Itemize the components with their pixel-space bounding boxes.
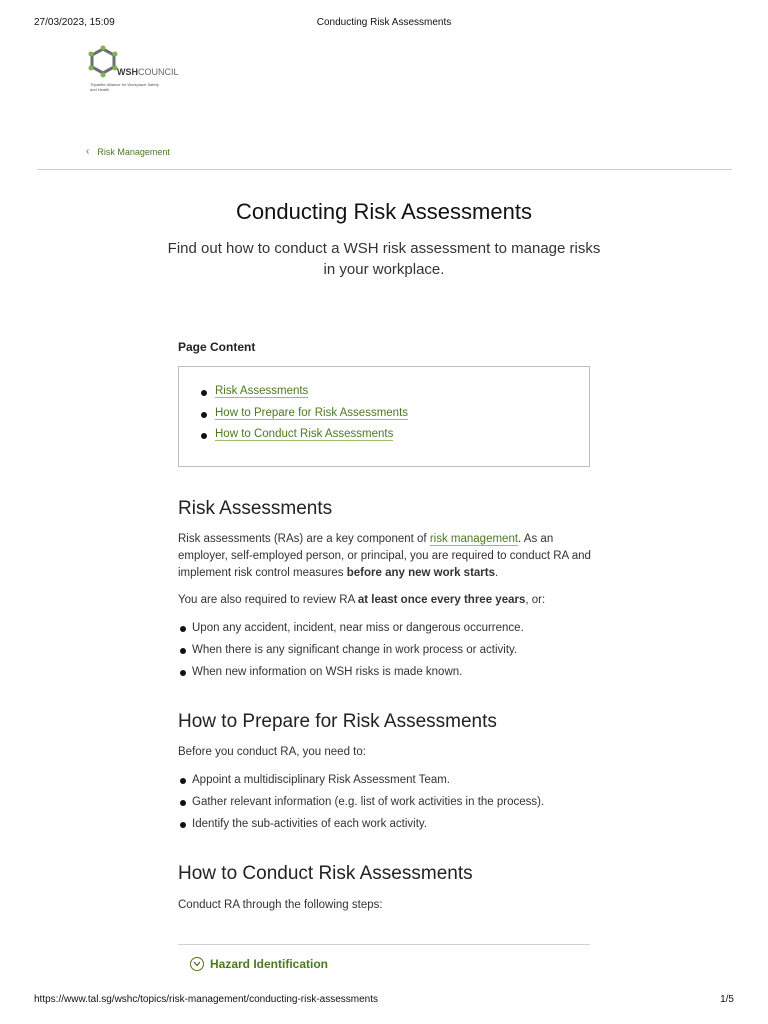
chevron-left-icon: ‹ — [86, 146, 90, 157]
print-footer — [34, 994, 734, 1008]
print-doc-title: Conducting Risk Assessments — [316, 17, 452, 28]
chevron-down-circle-icon — [190, 957, 204, 971]
section1-paragraph1 — [178, 531, 592, 582]
toc-item — [201, 428, 589, 450]
list-item: When there is any significant change in work process or activity. — [178, 644, 592, 666]
risk-management-link[interactable]: risk management — [429, 533, 519, 545]
toc-item — [201, 407, 589, 429]
para-text: Risk assessments (RAs) are a key component of — [178, 533, 430, 545]
accordion-hazard-identification[interactable] — [190, 957, 328, 971]
accordion-divider — [178, 944, 590, 945]
list-item: Identify the sub-activities of each work activity. — [178, 818, 592, 840]
logo-mark-icon — [88, 45, 118, 79]
print-header — [34, 17, 734, 31]
toc-box — [178, 366, 590, 467]
page-title: Conducting Risk Assessments — [236, 199, 532, 224]
para-text: You are also required to review RA — [178, 594, 358, 606]
section-heading-risk-assessments: Risk Assessments — [178, 498, 333, 519]
section2-bullets — [178, 774, 592, 840]
toc-link-prepare[interactable]: How to Prepare for Risk Assessments — [215, 406, 409, 419]
print-url: https://www.tal.sg/wshc/topics/risk-management/conducting-risk-assessments — [34, 994, 379, 1005]
print-datetime: 27/03/2023, 15:09 — [34, 17, 115, 28]
toc-list — [179, 367, 589, 450]
toc-link-conduct[interactable]: How to Conduct Risk Assessments — [215, 428, 394, 440]
logo-wsh-text: WSH — [117, 67, 138, 77]
logo-council-text: COUNCIL — [138, 67, 179, 77]
logo-tagline: Tripartite Alliance for Workplace Safety and Health — [90, 82, 159, 92]
toc-link-risk-assessments[interactable]: Risk Assessments — [215, 385, 309, 397]
toc-item — [201, 385, 589, 407]
page-subtitle: Find out how to conduct a WSH risk assessment to manage risks in your workplace. — [167, 240, 601, 278]
wsh-council-logo[interactable] — [88, 45, 188, 95]
list-item: When new information on WSH risks is made known. — [178, 666, 592, 688]
section-heading-prepare: How to Prepare for Risk Assessments — [178, 711, 497, 732]
breadcrumb-link[interactable]: Risk Management — [97, 146, 170, 157]
print-page-number: 1/5 — [720, 994, 734, 1005]
para-text: , or: — [525, 594, 546, 606]
section1-bullets — [178, 622, 592, 688]
para-text: . As an employer, self-employed person, or principal, you are required to conduct RA and implement risk control measures — [178, 533, 591, 579]
list-item: Appoint a multidisciplinary Risk Assessment Team. — [178, 774, 592, 796]
para-text: . — [495, 567, 499, 579]
para-bold: at least once every three years — [357, 594, 526, 606]
toc-heading: Page Content — [178, 340, 256, 354]
section1-paragraph2 — [178, 592, 592, 609]
list-item: Upon any accident, incident, near miss or dangerous occurrence. — [178, 622, 592, 644]
header-divider — [37, 169, 732, 170]
section2-intro: Before you conduct RA, you need to: — [178, 746, 366, 758]
para-bold: before any new work starts — [346, 567, 496, 579]
list-item: Gather relevant information (e.g. list of work activities in the process). — [178, 796, 592, 818]
breadcrumb[interactable] — [86, 146, 170, 157]
logo-wordmark — [117, 67, 179, 77]
accordion-label: Hazard Identification — [210, 957, 329, 971]
section-heading-conduct: How to Conduct Risk Assessments — [178, 863, 473, 884]
section3-intro: Conduct RA through the following steps: — [178, 899, 383, 911]
